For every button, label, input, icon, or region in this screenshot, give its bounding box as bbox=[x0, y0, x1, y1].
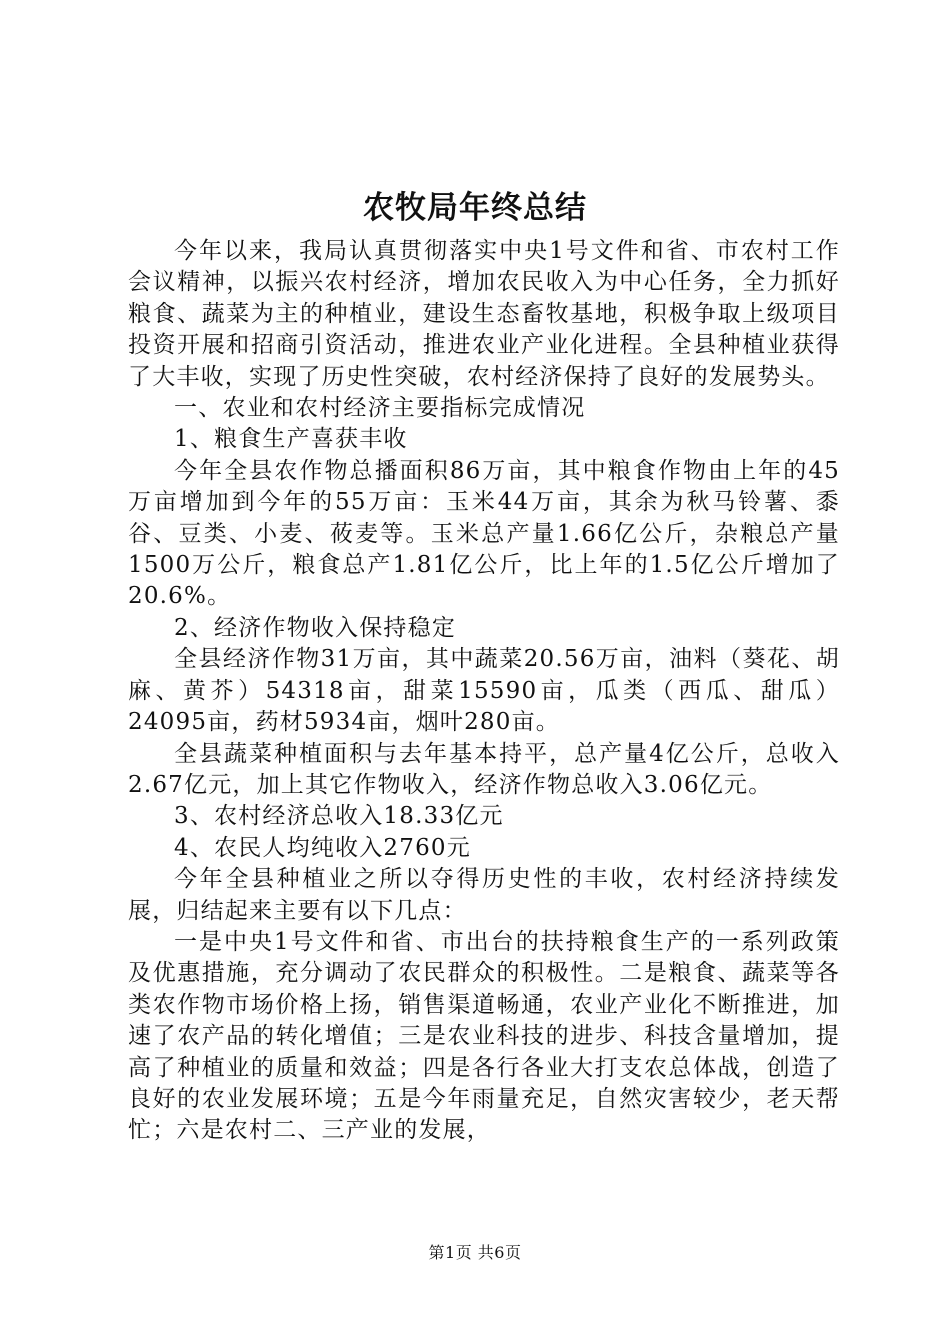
paragraph-reasons: 一是中央1号文件和省、市出台的扶持粮食生产的一系列政策及优惠措施，充分调动了农民群众的积极性。二是粮食、蔬菜等各类农作物市场价格上扬，销售渠道畅通，农业产业化不断推进，加速了农产品的转化增值；三是农业科技的进步、科技含量增加，提高了种植业的质量和效益；四是各行各业大打支农总体战，创造了良好的农业发展环境；五是今年雨量充足，自然灾害较少，老天帮忙；六是农村二、三产业的发展， bbox=[128, 928, 840, 1144]
paragraph-intro: 今年以来，我局认真贯彻落实中央1号文件和省、市农村工作会议精神，以振兴农村经济，增加农民收入为中心任务，全力抓好粮食、蔬菜为主的种植业，建设生态畜牧基地，积极争取上级项目投资开展和招商引资活动，推进农业产业化进程。全县种植业获得了大丰收，实现了历史性突破，农村经济保持了良好的发展势头。 bbox=[128, 238, 840, 390]
document-body bbox=[128, 236, 840, 1147]
subsection-heading-grain: 1、粮食生产喜获丰收 bbox=[174, 426, 408, 453]
subsection-heading-farmer-income: 4、农民人均纯收入2760元 bbox=[174, 834, 471, 861]
document-title: 农牧局年终总结 bbox=[363, 190, 587, 226]
paragraph-vegetables: 全县蔬菜种植面积与去年基本持平，总产量4亿公斤，总收入2.67亿元，加上其它作物收入，经济作物总收入3.06亿元。 bbox=[128, 740, 840, 798]
section-heading: 一、农业和农村经济主要指标完成情况 bbox=[174, 395, 586, 422]
page-footer: 第1页 共6页 bbox=[428, 1243, 522, 1262]
subsection-heading-cash-crops: 2、经济作物收入保持稳定 bbox=[174, 614, 457, 641]
paragraph-grain: 今年全县农作物总播面积86万亩，其中粮食作物由上年的45万亩增加到今年的55万亩：玉米44万亩，其余为秋马铃薯、黍谷、豆类、小麦、莜麦等。玉米总产量1.66亿公斤，杂粮总产量1500万公斤，粮食总产1.81亿公斤，比上年的1.5亿公斤增加了20.6%。 bbox=[128, 457, 840, 610]
subsection-heading-rural-income: 3、农村经济总收入18.33亿元 bbox=[174, 803, 504, 830]
paragraph-cash-crops: 全县经济作物31万亩，其中蔬菜20.56万亩，油料（葵花、胡麻、黄芥）54318亩，甜菜15590亩，瓜类（西瓜、甜瓜）24095亩，药材5934亩，烟叶280亩。 bbox=[128, 646, 840, 736]
paragraph-reasons-intro: 今年全县种植业之所以夺得历史性的丰收，农村经济持续发展，归结起来主要有以下几点： bbox=[128, 866, 840, 924]
